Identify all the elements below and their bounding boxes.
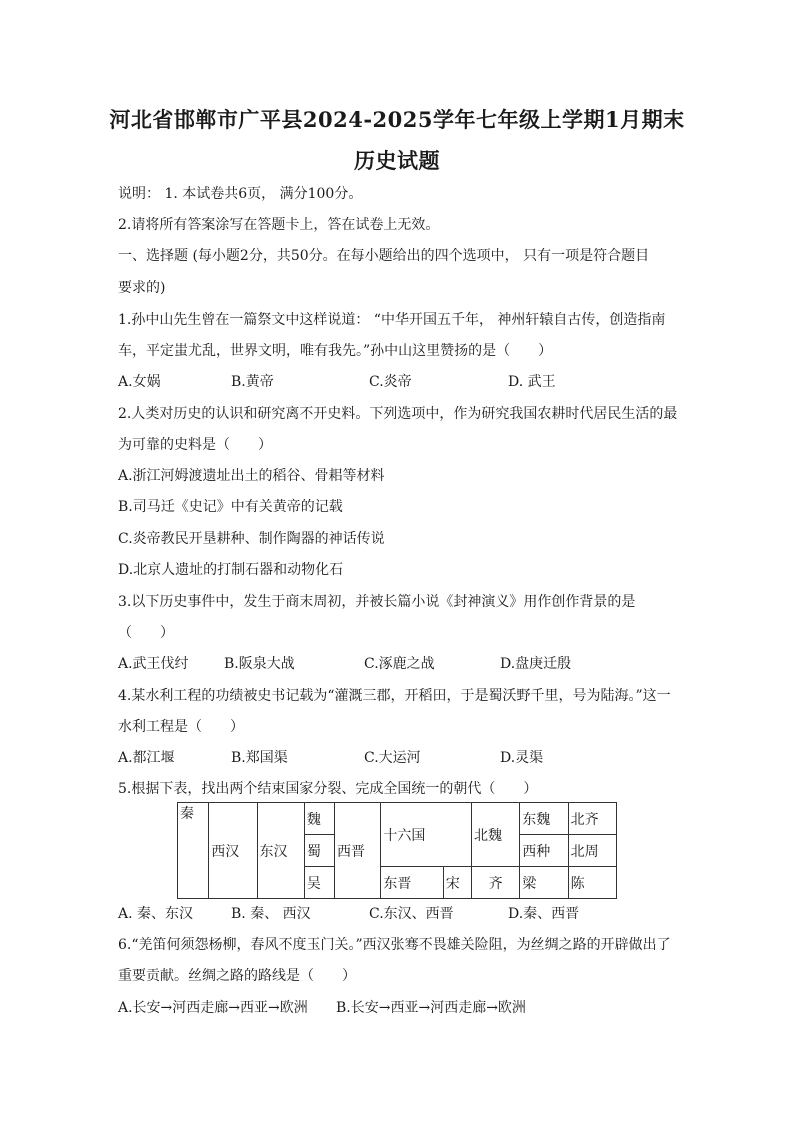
cell-liang: 梁 [520, 867, 568, 899]
cell-beiqi: 北齐 [568, 803, 616, 835]
question-5-option-b[interactable]: B. 秦、 西汉 [231, 906, 311, 922]
question-4-stem-cont: 水利工程是（ ） [118, 719, 244, 735]
question-3-stem: 3.以下历史事件中，发生于商末周初，并被长篇小说《封神演义》用作创作背景的是 [118, 594, 636, 610]
question-6-stem-cont: 重要贡献。丝绸之路的路线是（ ） [118, 968, 356, 984]
cell-shiliuguo: 十六国 [381, 803, 472, 867]
question-2-option-d[interactable]: D.北京人遗址的打制石器和动物化石 [118, 562, 344, 578]
section-heading: 一、选择题 (每小题2分，共50分。在每小题给出的四个选项中， 只有一项是符合题目 [118, 248, 650, 264]
question-2-option-c[interactable]: C.炎帝教民开垦耕种、制作陶器的神话传说 [118, 531, 385, 547]
dynasty-table [177, 802, 617, 899]
cell-dongwei: 东魏 [520, 803, 568, 835]
cell-shu: 蜀 [304, 835, 334, 867]
question-4-option-c[interactable]: C.大运河 [364, 750, 421, 766]
question-3-option-a[interactable]: A.武王伐纣 [118, 656, 189, 672]
question-2-option-b[interactable]: B.司马迁《史记》中有关黄帝的记载 [118, 499, 343, 515]
cell-wu: 吴 [304, 867, 334, 899]
cell-xiwei: 西种 [520, 835, 568, 867]
cell-beiwei: 北魏 [471, 803, 519, 867]
cell-xihan: 西汉 [209, 803, 257, 899]
question-6-option-a[interactable]: A.长安→河西走廊→西亚→欧洲 [118, 1000, 308, 1016]
cell-song: 宋 [443, 867, 471, 899]
question-5-option-d[interactable]: D.秦、西晋 [508, 906, 580, 922]
question-3-option-c[interactable]: C.涿鹿之战 [364, 656, 435, 672]
question-1-option-b[interactable]: B.黄帝 [231, 374, 274, 390]
cell-donghan: 东汉 [257, 803, 304, 899]
question-1-option-d[interactable]: D. 武王 [508, 374, 556, 390]
question-1-stem-cont: 车，平定蚩尤乱，世界文明，唯有我先。”孙中山这里赞扬的是（ ） [118, 343, 553, 359]
cell-qin: 秦 [178, 803, 209, 899]
question-4-option-b[interactable]: B.郑国渠 [231, 750, 288, 766]
question-5-option-c[interactable]: C.东汉、西晋 [369, 906, 454, 922]
question-4-stem: 4.某水利工程的功绩被史书记载为“灌溉三郡，开稻田，于是蜀沃野千里，号为陆海。”这一 [118, 688, 671, 704]
instructions-line-2: 2.请将所有答案涂写在答题卡上，答在试卷上无效。 [118, 217, 440, 233]
question-4-option-d[interactable]: D.灵渠 [500, 750, 544, 766]
question-5-option-a[interactable]: A. 秦、东汉 [118, 906, 194, 922]
cell-beizhou: 北周 [568, 835, 616, 867]
cell-dongjin: 东晋 [381, 867, 443, 899]
question-1-stem: 1.孙中山先生曾在一篇祭文中这样说道： “中华开国五千年， 神州轩辕自古传，创造指南 [118, 312, 666, 328]
question-2-stem: 2.人类对历史的认识和研究离不开史料。下列选项中，作为研究我国农耕时代居民生活的最 [118, 406, 678, 422]
question-3-option-d[interactable]: D.盘庚迁殷 [500, 656, 572, 672]
question-2-option-a[interactable]: A.浙江河姆渡遗址出土的稻谷、骨耜等材料 [118, 468, 385, 484]
cell-wei: 魏 [304, 803, 334, 835]
cell-chen: 陈 [568, 867, 616, 899]
question-1-option-a[interactable]: A.女娲 [118, 374, 161, 390]
question-5-stem: 5.根据下表，找出两个结束国家分裂、完成全国统一的朝代（ ） [118, 781, 538, 797]
exam-title: 河北省邯郸市广平县2024-2025学年七年级上学期1月期末 [109, 107, 685, 132]
question-4-option-a[interactable]: A.都江堰 [118, 750, 175, 766]
question-3-option-b[interactable]: B.阪泉大战 [224, 656, 295, 672]
question-6-option-b[interactable]: B.长安→西亚→河西走廊→欧洲 [336, 1000, 526, 1016]
section-heading-cont: 要求的) [118, 280, 166, 296]
cell-qi: 齐 [471, 867, 519, 899]
question-2-stem-cont: 为可靠的史料是（ ） [118, 437, 272, 453]
question-3-stem-cont: （ ） [118, 625, 174, 641]
question-1-option-c[interactable]: C.炎帝 [369, 374, 412, 390]
exam-subtitle: 历史试题 [354, 148, 440, 173]
question-6-stem: 6.“羌笛何须怨杨柳，春风不度玉门关。”西汉张骞不畏雄关险阻，为丝绸之路的开辟做出了 [118, 937, 671, 953]
instructions-line-1: 说明： 1. 本试卷共6页， 满分100分。 [118, 186, 363, 202]
cell-xijin: 西晋 [335, 803, 381, 899]
